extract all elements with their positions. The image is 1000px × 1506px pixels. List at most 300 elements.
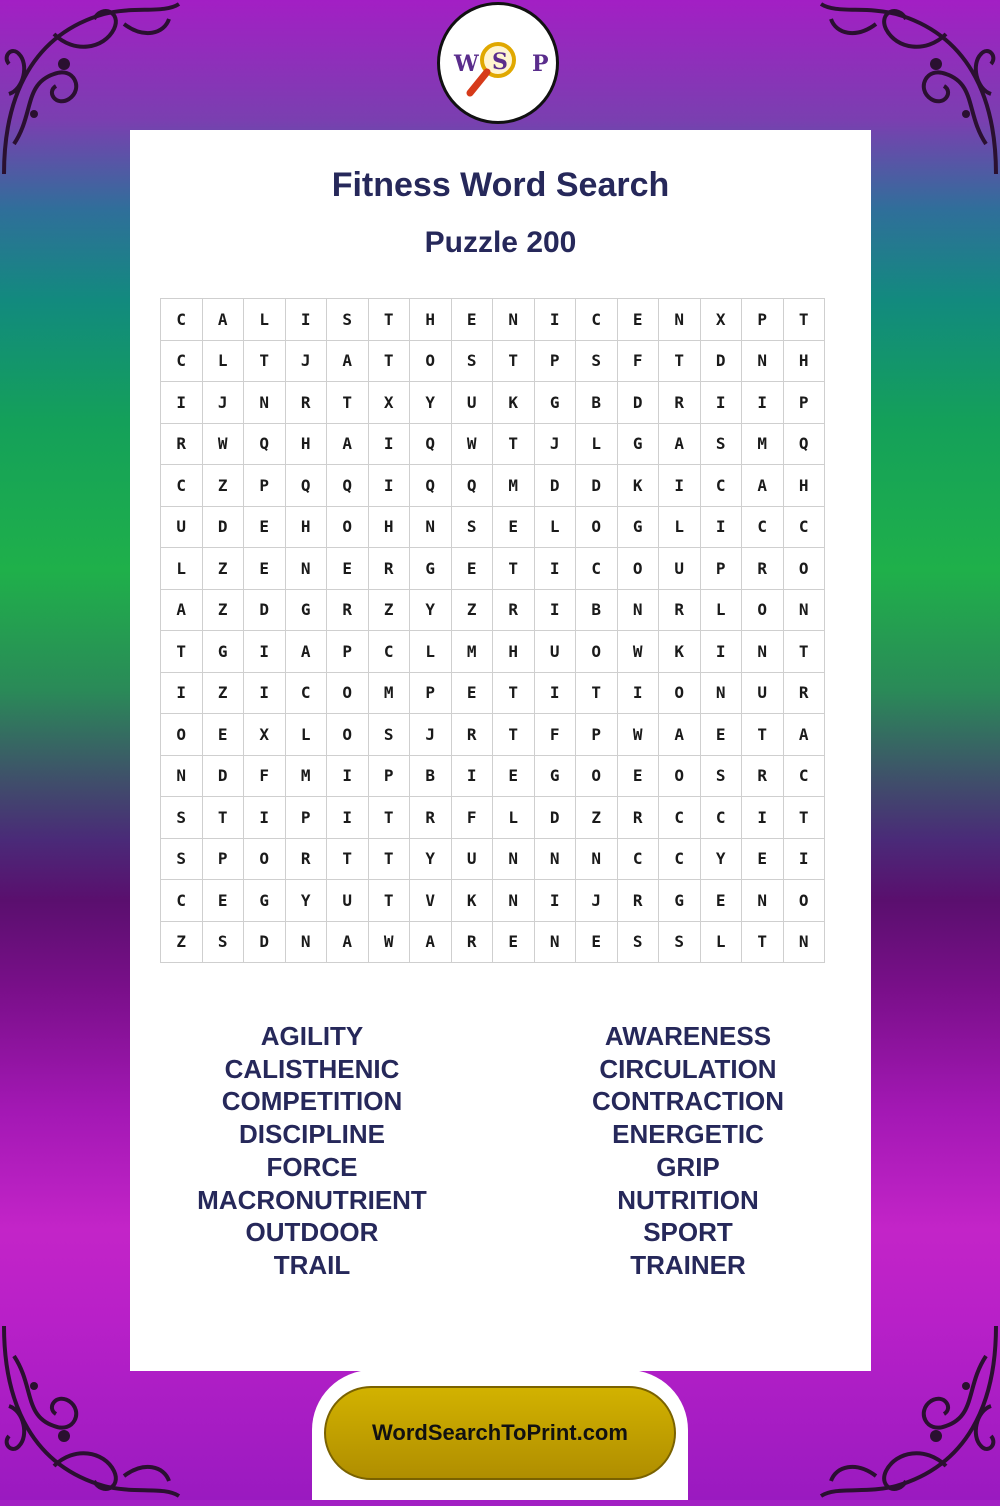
grid-cell[interactable]: S	[161, 797, 203, 839]
grid-cell[interactable]: I	[742, 797, 784, 839]
grid-cell[interactable]: I	[244, 631, 286, 673]
grid-cell[interactable]: Q	[783, 423, 825, 465]
grid-cell[interactable]: D	[700, 340, 742, 382]
word-item: CONTRACTION	[591, 1086, 785, 1117]
grid-cell[interactable]: W	[617, 714, 659, 756]
grid-cell[interactable]: O	[659, 755, 701, 797]
grid-cell[interactable]: P	[576, 714, 618, 756]
grid-cell[interactable]: P	[700, 548, 742, 590]
grid-cell[interactable]: N	[783, 589, 825, 631]
puzzle-number: Puzzle 200	[424, 226, 577, 259]
grid-cell[interactable]: O	[783, 548, 825, 590]
grid-cell[interactable]: O	[576, 506, 618, 548]
grid-cell[interactable]: R	[368, 548, 410, 590]
word-item: OUTDOOR	[245, 1217, 379, 1248]
grid-cell[interactable]: R	[742, 548, 784, 590]
grid-cell[interactable]: M	[493, 465, 535, 507]
grid-cell[interactable]: R	[451, 921, 493, 963]
grid-cell[interactable]: H	[783, 340, 825, 382]
grid-cell[interactable]: N	[493, 880, 535, 922]
grid-cell[interactable]: I	[368, 423, 410, 465]
grid-cell[interactable]: N	[700, 672, 742, 714]
grid-cell[interactable]: C	[576, 548, 618, 590]
grid-cell[interactable]: C	[161, 465, 203, 507]
letter-grid	[160, 298, 825, 963]
grid-cell[interactable]: M	[285, 755, 327, 797]
grid-cell[interactable]: R	[659, 589, 701, 631]
grid-cell[interactable]: T	[576, 672, 618, 714]
grid-cell[interactable]: U	[659, 548, 701, 590]
grid-cell[interactable]: O	[161, 714, 203, 756]
grid-cell[interactable]: U	[451, 382, 493, 424]
grid-cell[interactable]: A	[285, 631, 327, 673]
page-title: Fitness Word Search	[331, 166, 670, 204]
grid-cell[interactable]: Z	[202, 589, 244, 631]
grid-cell[interactable]: R	[451, 714, 493, 756]
grid-cell[interactable]: S	[700, 423, 742, 465]
grid-cell[interactable]: Z	[161, 921, 203, 963]
grid-row	[161, 382, 825, 424]
grid-row	[161, 506, 825, 548]
grid-cell[interactable]: R	[327, 589, 369, 631]
grid-cell[interactable]: I	[742, 382, 784, 424]
grid-cell[interactable]: S	[451, 506, 493, 548]
grid-cell[interactable]: O	[659, 672, 701, 714]
grid-cell[interactable]: R	[161, 423, 203, 465]
grid-cell[interactable]: W	[451, 423, 493, 465]
grid-cell[interactable]: G	[285, 589, 327, 631]
grid-cell[interactable]: G	[659, 880, 701, 922]
grid-cell[interactable]: D	[534, 797, 576, 839]
grid-cell[interactable]: L	[659, 506, 701, 548]
grid-cell[interactable]: C	[285, 672, 327, 714]
grid-cell[interactable]: S	[202, 921, 244, 963]
grid-cell[interactable]: O	[617, 548, 659, 590]
grid-cell[interactable]: F	[244, 755, 286, 797]
grid-cell[interactable]: O	[327, 506, 369, 548]
grid-cell[interactable]: E	[451, 299, 493, 341]
grid-cell[interactable]: F	[451, 797, 493, 839]
grid-cell[interactable]: H	[285, 506, 327, 548]
grid-cell[interactable]: U	[327, 880, 369, 922]
grid-cell[interactable]: M	[742, 423, 784, 465]
grid-cell[interactable]: T	[368, 838, 410, 880]
grid-cell[interactable]: D	[576, 465, 618, 507]
grid-cell[interactable]: T	[783, 299, 825, 341]
grid-cell[interactable]: L	[576, 423, 618, 465]
grid-cell[interactable]: G	[410, 548, 452, 590]
grid-cell[interactable]: G	[244, 880, 286, 922]
grid-cell[interactable]: O	[783, 880, 825, 922]
grid-cell[interactable]: H	[410, 299, 452, 341]
grid-cell[interactable]: I	[327, 797, 369, 839]
grid-row	[161, 340, 825, 382]
grid-cell[interactable]: I	[700, 631, 742, 673]
grid-cell[interactable]: P	[783, 382, 825, 424]
grid-row	[161, 880, 825, 922]
grid-cell[interactable]: D	[617, 382, 659, 424]
grid-cell[interactable]: A	[742, 465, 784, 507]
grid-cell[interactable]: F	[534, 714, 576, 756]
grid-cell[interactable]: N	[534, 838, 576, 880]
grid-cell[interactable]: N	[659, 299, 701, 341]
grid-cell[interactable]: B	[576, 382, 618, 424]
grid-cell[interactable]: R	[783, 672, 825, 714]
grid-row	[161, 299, 825, 341]
grid-cell[interactable]: K	[659, 631, 701, 673]
grid-cell[interactable]: A	[327, 423, 369, 465]
grid-row	[161, 548, 825, 590]
grid-cell[interactable]: K	[451, 880, 493, 922]
grid-cell[interactable]: Y	[285, 880, 327, 922]
grid-cell[interactable]: Q	[451, 465, 493, 507]
grid-cell[interactable]: R	[617, 880, 659, 922]
grid-cell[interactable]: E	[451, 548, 493, 590]
grid-cell[interactable]: T	[202, 797, 244, 839]
grid-cell[interactable]: D	[202, 755, 244, 797]
grid-cell[interactable]: D	[534, 465, 576, 507]
grid-cell[interactable]: N	[783, 921, 825, 963]
grid-cell[interactable]: J	[285, 340, 327, 382]
grid-cell[interactable]: I	[534, 880, 576, 922]
word-item: ENERGETIC	[612, 1119, 764, 1150]
word-list-left	[162, 1020, 462, 1282]
grid-cell[interactable]: T	[783, 797, 825, 839]
grid-cell[interactable]: I	[285, 299, 327, 341]
grid-cell[interactable]: Y	[700, 838, 742, 880]
grid-cell[interactable]: A	[202, 299, 244, 341]
grid-cell[interactable]: T	[493, 548, 535, 590]
grid-cell[interactable]: G	[534, 755, 576, 797]
word-item: FORCE	[266, 1151, 358, 1182]
grid-cell[interactable]: F	[617, 340, 659, 382]
grid-cell[interactable]: I	[244, 672, 286, 714]
grid-cell[interactable]: P	[202, 838, 244, 880]
word-item: NUTRITION	[617, 1184, 759, 1215]
grid-cell[interactable]: U	[534, 631, 576, 673]
grid-cell[interactable]: T	[493, 672, 535, 714]
grid-cell[interactable]: D	[244, 589, 286, 631]
grid-row	[161, 714, 825, 756]
grid-cell[interactable]: L	[534, 506, 576, 548]
grid-cell[interactable]: I	[700, 506, 742, 548]
grid-cell[interactable]: T	[368, 340, 410, 382]
grid-cell[interactable]: T	[244, 340, 286, 382]
grid-cell[interactable]: W	[617, 631, 659, 673]
grid-cell[interactable]: E	[202, 880, 244, 922]
grid-cell[interactable]: N	[244, 382, 286, 424]
grid-cell[interactable]: C	[742, 506, 784, 548]
grid-cell[interactable]: I	[161, 382, 203, 424]
grid-cell[interactable]: Y	[410, 382, 452, 424]
grid-cell[interactable]: L	[161, 548, 203, 590]
grid-cell[interactable]: H	[285, 423, 327, 465]
grid-cell[interactable]: R	[410, 797, 452, 839]
grid-cell[interactable]: X	[368, 382, 410, 424]
grid-cell[interactable]: T	[368, 797, 410, 839]
grid-cell[interactable]: U	[161, 506, 203, 548]
grid-cell[interactable]: E	[202, 714, 244, 756]
grid-cell[interactable]: O	[576, 631, 618, 673]
website-link-label: WordSearchToPrint.com	[372, 1420, 628, 1445]
grid-cell[interactable]: O	[576, 755, 618, 797]
grid-row	[161, 797, 825, 839]
grid-row	[161, 631, 825, 673]
grid-cell[interactable]: P	[244, 465, 286, 507]
grid-cell[interactable]: A	[410, 921, 452, 963]
grid-cell[interactable]: Z	[202, 548, 244, 590]
grid-cell[interactable]: P	[534, 340, 576, 382]
grid-cell[interactable]: I	[700, 382, 742, 424]
grid-row	[161, 755, 825, 797]
grid-cell[interactable]: K	[493, 382, 535, 424]
grid-cell[interactable]: N	[742, 880, 784, 922]
grid-cell[interactable]: Y	[410, 589, 452, 631]
grid-cell[interactable]: I	[451, 755, 493, 797]
grid-cell[interactable]: N	[161, 755, 203, 797]
grid-cell[interactable]: S	[368, 714, 410, 756]
word-item: COMPETITION	[221, 1086, 403, 1117]
grid-cell[interactable]: I	[244, 797, 286, 839]
grid-cell[interactable]: C	[368, 631, 410, 673]
grid-cell[interactable]: S	[700, 755, 742, 797]
grid-row	[161, 423, 825, 465]
grid-cell[interactable]: Z	[576, 797, 618, 839]
grid-cell[interactable]: E	[700, 880, 742, 922]
grid-cell[interactable]: T	[493, 340, 535, 382]
grid-cell[interactable]: E	[493, 921, 535, 963]
grid-cell[interactable]: S	[327, 299, 369, 341]
grid-cell[interactable]: U	[742, 672, 784, 714]
grid-cell[interactable]: D	[202, 506, 244, 548]
grid-cell[interactable]: E	[576, 921, 618, 963]
word-item: AGILITY	[260, 1021, 364, 1051]
grid-cell[interactable]: A	[783, 714, 825, 756]
grid-cell[interactable]: P	[285, 797, 327, 839]
grid-cell[interactable]: A	[659, 714, 701, 756]
grid-cell[interactable]: C	[783, 506, 825, 548]
word-item: DISCIPLINE	[239, 1119, 385, 1150]
word-item: TRAINER	[630, 1249, 746, 1280]
grid-cell[interactable]: S	[576, 340, 618, 382]
grid-cell[interactable]: Z	[202, 672, 244, 714]
grid-cell[interactable]: E	[493, 755, 535, 797]
grid-cell[interactable]: C	[783, 755, 825, 797]
grid-cell[interactable]: N	[576, 838, 618, 880]
grid-cell[interactable]: Z	[368, 589, 410, 631]
grid-cell[interactable]: S	[659, 921, 701, 963]
grid-cell[interactable]: N	[617, 589, 659, 631]
grid-cell[interactable]: R	[285, 382, 327, 424]
grid-cell[interactable]: C	[700, 797, 742, 839]
grid-cell[interactable]: T	[659, 340, 701, 382]
grid-cell[interactable]: A	[327, 340, 369, 382]
grid-cell[interactable]: T	[742, 714, 784, 756]
grid-cell[interactable]: P	[327, 631, 369, 673]
grid-cell[interactable]: R	[493, 589, 535, 631]
grid-cell[interactable]: N	[410, 506, 452, 548]
word-item: GRIP	[656, 1151, 720, 1182]
grid-cell[interactable]: B	[576, 589, 618, 631]
grid-cell[interactable]: T	[161, 631, 203, 673]
grid-row	[161, 838, 825, 880]
grid-cell[interactable]: Q	[410, 465, 452, 507]
grid-cell[interactable]: W	[202, 423, 244, 465]
wsp-logo[interactable]	[437, 2, 559, 124]
grid-cell[interactable]: J	[410, 714, 452, 756]
grid-cell[interactable]: L	[244, 299, 286, 341]
grid-cell[interactable]: B	[410, 755, 452, 797]
grid-cell[interactable]: C	[161, 340, 203, 382]
grid-cell[interactable]: E	[244, 506, 286, 548]
grid-cell[interactable]: I	[368, 465, 410, 507]
grid-cell[interactable]: L	[285, 714, 327, 756]
grid-cell[interactable]: G	[202, 631, 244, 673]
grid-cell[interactable]: J	[202, 382, 244, 424]
grid-cell[interactable]: S	[617, 921, 659, 963]
grid-cell[interactable]: I	[617, 672, 659, 714]
grid-cell[interactable]: H	[783, 465, 825, 507]
grid-cell[interactable]: O	[410, 340, 452, 382]
grid-cell[interactable]: H	[368, 506, 410, 548]
grid-cell[interactable]: A	[659, 423, 701, 465]
grid-cell[interactable]: I	[534, 672, 576, 714]
grid-cell[interactable]: Y	[410, 838, 452, 880]
grid-cell[interactable]: T	[742, 921, 784, 963]
grid-cell[interactable]: T	[493, 714, 535, 756]
grid-cell[interactable]: W	[368, 921, 410, 963]
grid-cell[interactable]: C	[161, 299, 203, 341]
logo-letter-w: W	[454, 51, 479, 77]
grid-cell[interactable]: C	[161, 880, 203, 922]
grid-cell[interactable]: X	[244, 714, 286, 756]
grid-cell[interactable]: Q	[285, 465, 327, 507]
grid-cell[interactable]: T	[327, 838, 369, 880]
grid-cell[interactable]: U	[451, 838, 493, 880]
grid-cell[interactable]: P	[742, 299, 784, 341]
grid-cell[interactable]: S	[451, 340, 493, 382]
grid-cell[interactable]: J	[576, 880, 618, 922]
grid-cell[interactable]: R	[617, 797, 659, 839]
grid-cell[interactable]: N	[493, 838, 535, 880]
grid-cell[interactable]: O	[327, 672, 369, 714]
grid-cell[interactable]: H	[493, 631, 535, 673]
grid-cell[interactable]: G	[617, 506, 659, 548]
grid-cell[interactable]: A	[161, 589, 203, 631]
grid-cell[interactable]: Q	[244, 423, 286, 465]
grid-cell[interactable]: O	[742, 589, 784, 631]
grid-cell[interactable]: I	[534, 548, 576, 590]
grid-cell[interactable]: E	[742, 838, 784, 880]
grid-row	[161, 672, 825, 714]
grid-cell[interactable]: A	[327, 921, 369, 963]
grid-cell[interactable]: I	[783, 838, 825, 880]
grid-cell[interactable]: N	[742, 340, 784, 382]
word-item: AWARENESS	[604, 1021, 772, 1051]
grid-cell[interactable]: N	[534, 921, 576, 963]
website-link-button[interactable]	[324, 1386, 676, 1480]
grid-cell[interactable]: E	[244, 548, 286, 590]
grid-cell[interactable]: Z	[202, 465, 244, 507]
grid-cell[interactable]: T	[368, 299, 410, 341]
grid-cell[interactable]: N	[285, 921, 327, 963]
grid-cell[interactable]: M	[368, 672, 410, 714]
grid-cell[interactable]: S	[161, 838, 203, 880]
grid-cell[interactable]: N	[493, 299, 535, 341]
grid-cell[interactable]: I	[327, 755, 369, 797]
grid-cell[interactable]: V	[410, 880, 452, 922]
grid-cell[interactable]: N	[742, 631, 784, 673]
grid-cell[interactable]: T	[493, 423, 535, 465]
grid-cell[interactable]: L	[410, 631, 452, 673]
grid-cell[interactable]: X	[700, 299, 742, 341]
grid-cell[interactable]: R	[742, 755, 784, 797]
grid-row	[161, 589, 825, 631]
grid-cell[interactable]: I	[534, 299, 576, 341]
grid-cell[interactable]: T	[368, 880, 410, 922]
puzzle-card	[130, 130, 871, 1371]
word-item: TRAIL	[273, 1249, 351, 1280]
grid-cell[interactable]: J	[534, 423, 576, 465]
grid-cell[interactable]: R	[285, 838, 327, 880]
grid-cell[interactable]: E	[451, 672, 493, 714]
grid-cell[interactable]: P	[410, 672, 452, 714]
grid-cell[interactable]: G	[534, 382, 576, 424]
grid-cell[interactable]: T	[783, 631, 825, 673]
grid-cell[interactable]: D	[244, 921, 286, 963]
word-item: SPORT	[643, 1217, 733, 1248]
grid-cell[interactable]: P	[368, 755, 410, 797]
grid-cell[interactable]: Z	[451, 589, 493, 631]
grid-cell[interactable]: Q	[410, 423, 452, 465]
grid-cell[interactable]: C	[659, 838, 701, 880]
word-list-right	[538, 1020, 838, 1282]
grid-cell[interactable]: L	[700, 589, 742, 631]
grid-cell[interactable]: L	[493, 797, 535, 839]
grid-cell[interactable]: O	[244, 838, 286, 880]
grid-row	[161, 465, 825, 507]
grid-row	[161, 921, 825, 963]
grid-cell[interactable]: E	[617, 755, 659, 797]
grid-cell[interactable]: C	[659, 797, 701, 839]
grid-cell[interactable]: C	[617, 838, 659, 880]
logo-letter-s: S	[492, 49, 508, 75]
grid-cell[interactable]: L	[202, 340, 244, 382]
word-item: MACRONUTRIENT	[197, 1184, 427, 1215]
grid-cell[interactable]: I	[659, 465, 701, 507]
grid-cell[interactable]: E	[493, 506, 535, 548]
grid-cell[interactable]: C	[700, 465, 742, 507]
grid-cell[interactable]: G	[617, 423, 659, 465]
grid-cell[interactable]: K	[617, 465, 659, 507]
logo-letter-p: P	[532, 51, 549, 77]
grid-cell[interactable]: T	[327, 382, 369, 424]
grid-cell[interactable]: M	[451, 631, 493, 673]
grid-cell[interactable]: C	[576, 299, 618, 341]
grid-cell[interactable]: E	[700, 714, 742, 756]
word-item: CALISTHENIC	[224, 1053, 400, 1084]
grid-cell[interactable]: L	[700, 921, 742, 963]
grid-cell[interactable]: I	[161, 672, 203, 714]
grid-cell[interactable]: Q	[327, 465, 369, 507]
grid-cell[interactable]: O	[327, 714, 369, 756]
grid-cell[interactable]: N	[285, 548, 327, 590]
word-item: CIRCULATION	[599, 1053, 777, 1084]
grid-cell[interactable]: E	[327, 548, 369, 590]
grid-cell[interactable]: E	[617, 299, 659, 341]
grid-cell[interactable]: R	[659, 382, 701, 424]
grid-cell[interactable]: I	[534, 589, 576, 631]
